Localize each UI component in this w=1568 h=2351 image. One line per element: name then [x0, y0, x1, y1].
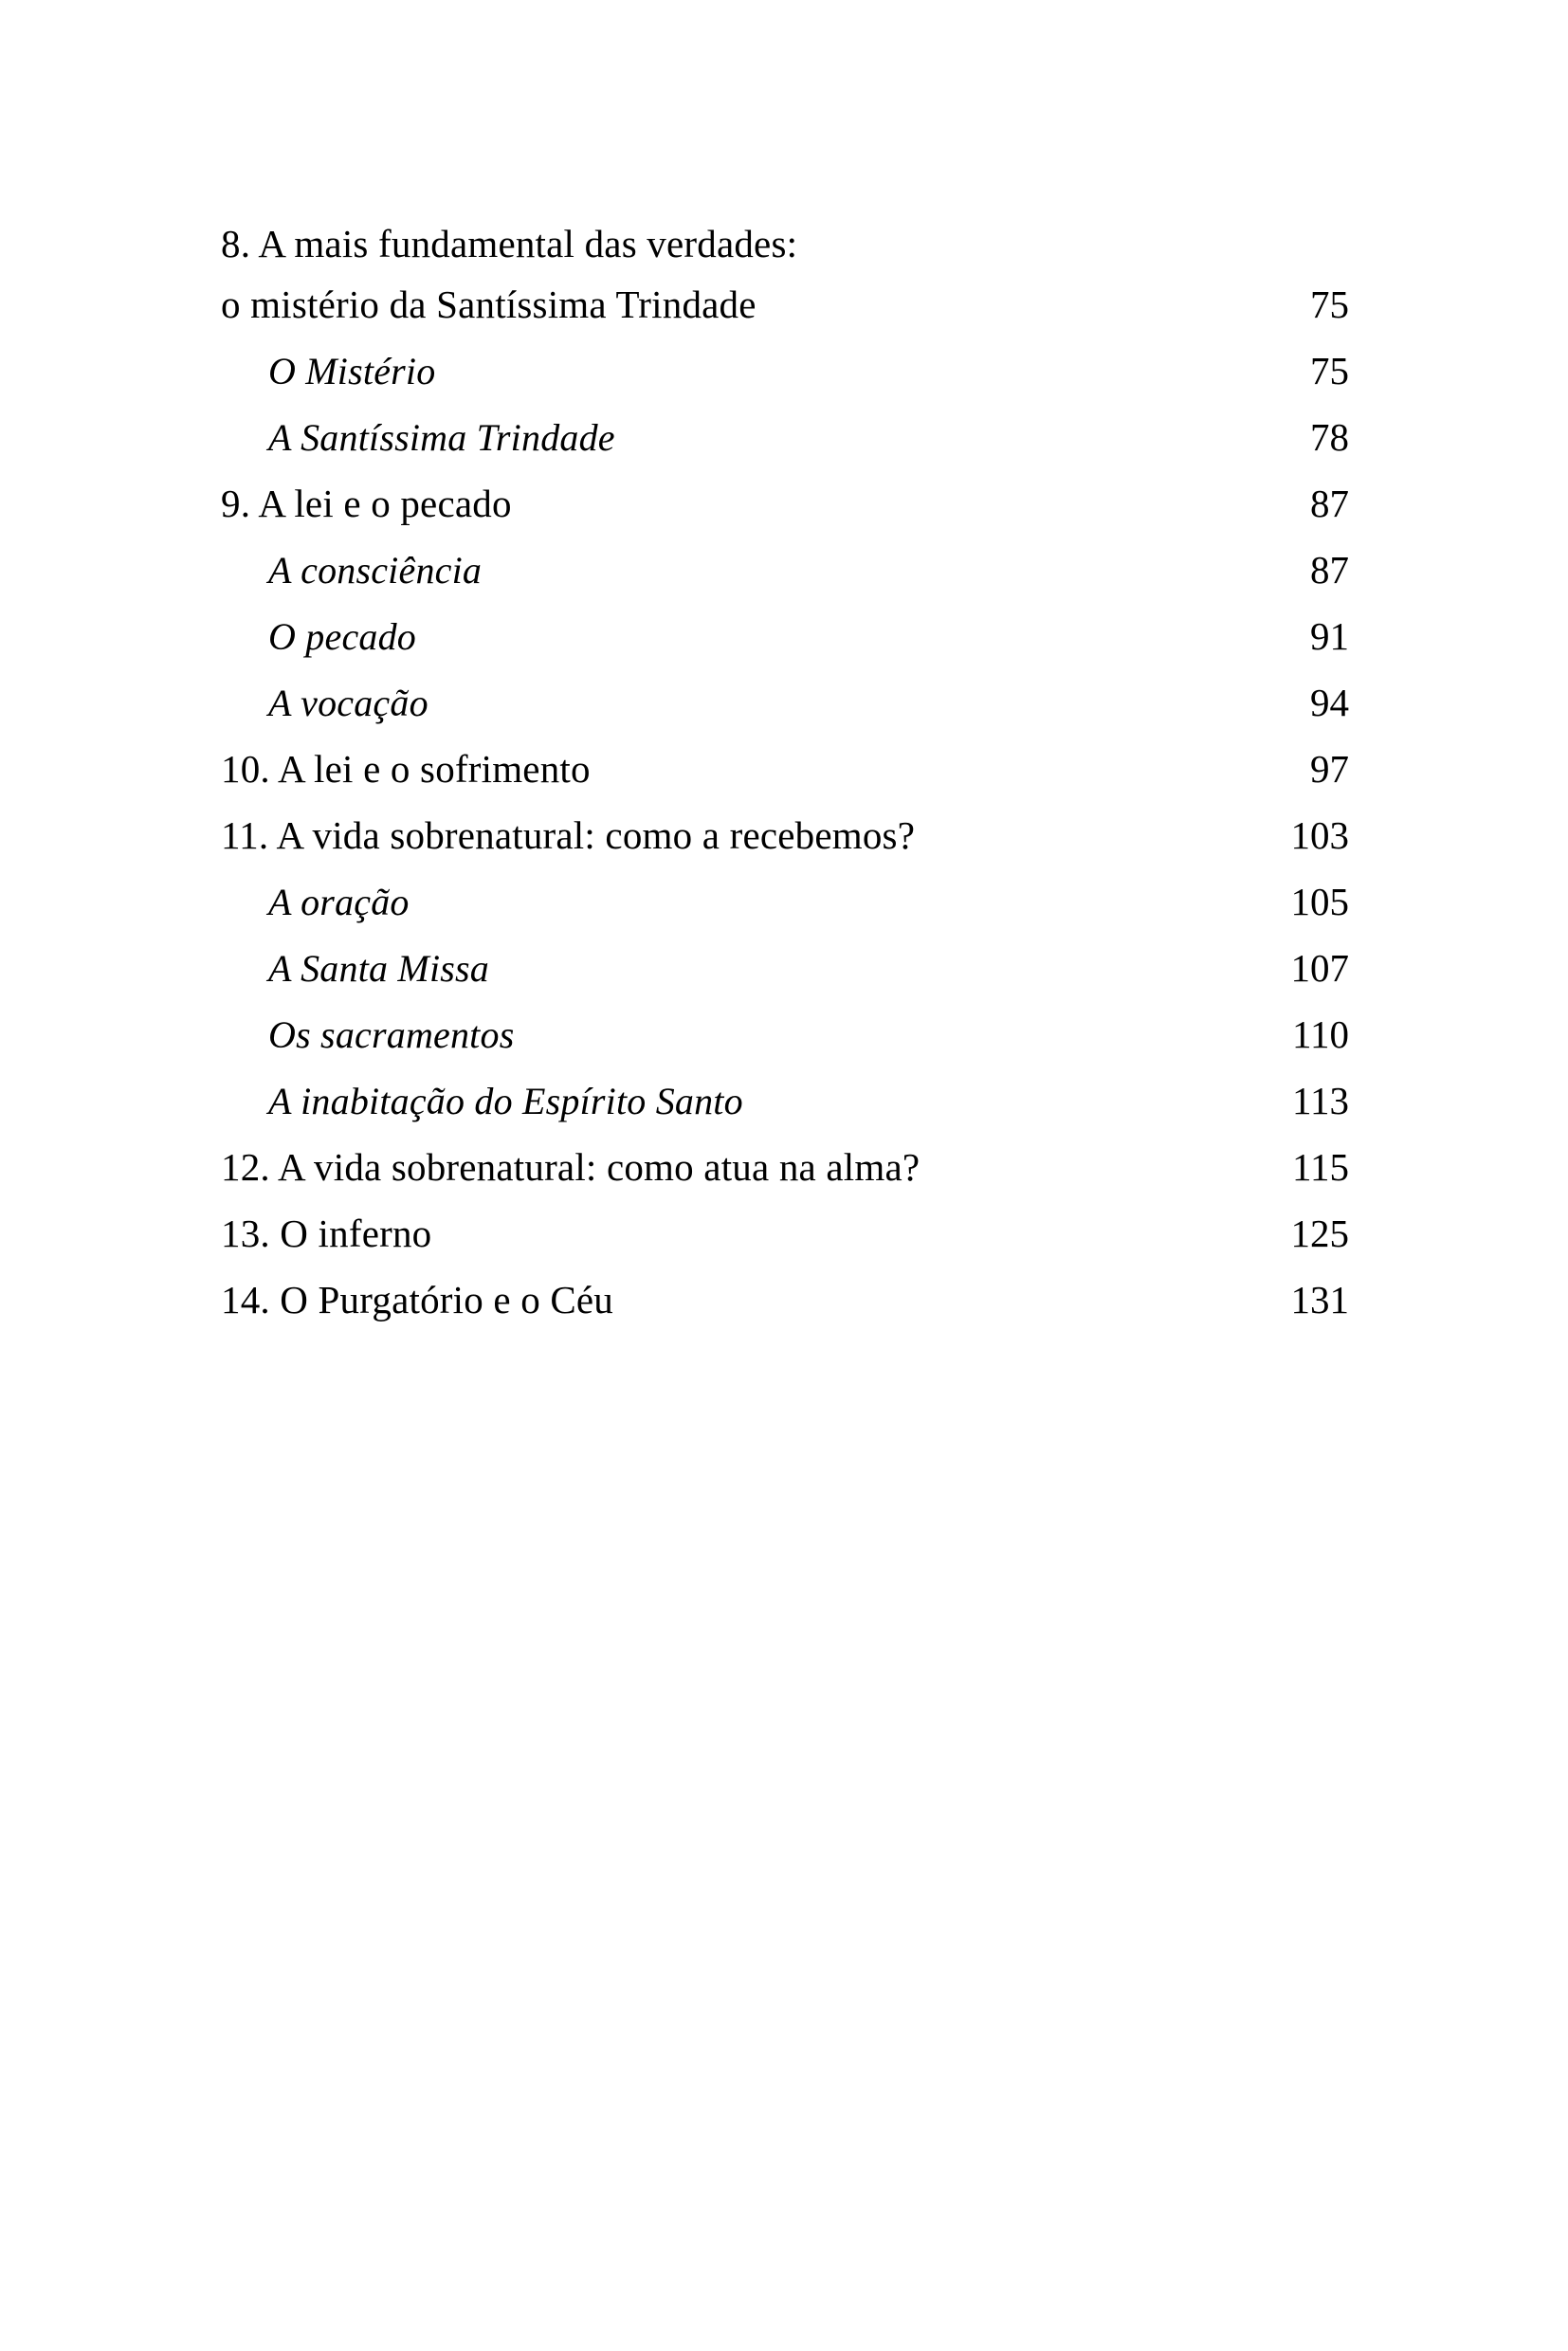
- toc-entry[interactable]: [221, 1200, 1349, 1267]
- toc-entry[interactable]: [221, 271, 1349, 337]
- table-of-contents: [221, 216, 1349, 1333]
- toc-entry-label: 8. A mais fundamental das verdades:: [221, 222, 798, 265]
- toc-entry-label: O Mistério: [268, 350, 436, 392]
- toc-entry-page-number: 110: [1292, 1012, 1349, 1056]
- toc-entry[interactable]: [221, 736, 1349, 802]
- toc-entry-label: A Santíssima Trindade: [268, 416, 615, 459]
- toc-entry-page-number: 105: [1290, 880, 1349, 923]
- toc-entry[interactable]: [221, 1134, 1349, 1200]
- toc-entry-label: A consciência: [268, 549, 483, 592]
- toc-entry[interactable]: [221, 404, 1349, 470]
- toc-entry[interactable]: [221, 1267, 1349, 1333]
- toc-entry[interactable]: [221, 868, 1349, 935]
- toc-entry[interactable]: [221, 337, 1349, 404]
- toc-entry[interactable]: [221, 802, 1349, 868]
- toc-entry[interactable]: [221, 935, 1349, 1001]
- toc-entry-page-number: 131: [1290, 1278, 1349, 1321]
- toc-entry-label: O pecado: [268, 615, 416, 658]
- toc-entry-label: 9. A lei e o pecado: [221, 482, 512, 525]
- toc-entry-label: o mistério da Santíssima Trindade: [221, 282, 757, 326]
- toc-entry[interactable]: [221, 1067, 1349, 1134]
- toc-entry-label: 10. A lei e o sofrimento: [221, 747, 591, 791]
- toc-entry[interactable]: [221, 603, 1349, 669]
- toc-entry[interactable]: [221, 537, 1349, 603]
- toc-entry-page-number: 97: [1310, 747, 1349, 791]
- toc-entry-page-number: 87: [1310, 482, 1349, 525]
- toc-entry-page-number: 78: [1310, 415, 1349, 459]
- toc-entry[interactable]: [221, 669, 1349, 736]
- toc-entry-page-number: 125: [1290, 1212, 1349, 1255]
- toc-entry-page-number: 94: [1310, 681, 1349, 724]
- toc-entry-page-number: 115: [1292, 1145, 1349, 1189]
- toc-entry-page-number: 107: [1290, 946, 1349, 990]
- toc-entry-page-number: 75: [1310, 282, 1349, 326]
- toc-entry-page-number: 91: [1310, 614, 1349, 658]
- toc-entry-label: 13. O inferno: [221, 1212, 432, 1255]
- toc-entry[interactable]: [221, 470, 1349, 537]
- toc-entry-page-number: 103: [1290, 813, 1349, 857]
- toc-entry-label: A Santa Missa: [268, 947, 489, 990]
- toc-entry-label: Os sacramentos: [268, 1013, 515, 1056]
- toc-entry-label: 14. O Purgatório e o Céu: [221, 1278, 613, 1321]
- toc-entry-page-number: 113: [1292, 1079, 1349, 1122]
- toc-entry[interactable]: [221, 216, 1349, 271]
- toc-entry-label: 11. A vida sobrenatural: como a recebemos?: [221, 813, 916, 857]
- toc-entry-page-number: 87: [1310, 548, 1349, 592]
- toc-entry-label: A oração: [268, 881, 410, 923]
- toc-entry-label: A vocação: [268, 682, 428, 724]
- toc-entry-label: A inabitação do Espírito Santo: [268, 1080, 743, 1122]
- toc-entry[interactable]: [221, 1001, 1349, 1067]
- toc-entry-page-number: 75: [1310, 349, 1349, 392]
- toc-entry-label: 12. A vida sobrenatural: como atua na alma?: [221, 1145, 921, 1189]
